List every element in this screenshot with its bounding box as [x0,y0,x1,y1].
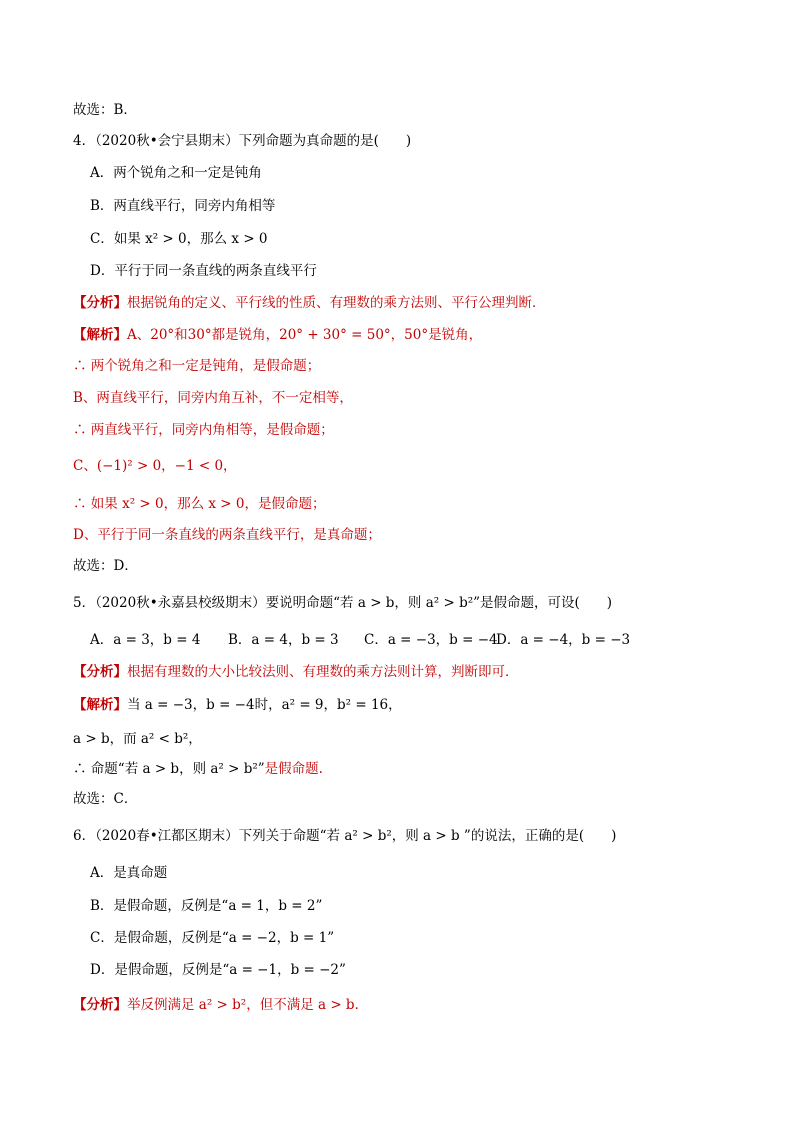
q6-option-d: D．是假命题，反例是“a = −1，b = −2” [90,962,346,978]
analysis-text: 根据有理数的大小比较法则、有理数的乘方法则计算，判断即可． [127,664,519,680]
q4-solution-line-4: ∴ 两直线平行，同旁内角相等，是假命题； [73,422,334,438]
q4-option-a: A．两个锐角之和一定是钝角 [90,165,262,181]
question-6-title: 6．（2020春•江都区期末）下列关于命题“若 a² > b²，则 a > b ”的说法，正确的是( ) [73,828,617,844]
q4-option-c: C．如果 x² > 0，那么 x > 0 [90,231,268,247]
q6-option-c: C．是假命题，反例是“a = −2，b = 1” [90,930,335,946]
q4-answer: 故选：D． [73,558,138,574]
analysis-tag: 【分析】 [73,997,127,1013]
solution-text: A、20°和30°都是锐角，20° + 30° = 50°，50°是锐角， [127,327,483,343]
q5-solution-line-2: a > b，而 a² < b²， [73,731,202,747]
q5-option-b: B．a = 4，b = 3 [228,632,339,648]
solution-tag: 【解析】 [73,327,127,343]
q4-option-d: D．平行于同一条直线的两条直线平行 [90,263,317,279]
conclusion-suffix: 是假命题. [264,761,323,777]
q4-solution-line-6: ∴ 如果 x² > 0，那么 x > 0，是假命题； [73,496,326,512]
conclusion-prefix: ∴ 命题“若 a > b，则 a² > b²” [73,761,265,777]
question-4-title: 4．（2020秋•会宁县期末）下列命题为真命题的是( ) [73,133,412,149]
q4-analysis [73,293,546,313]
q4-solution-line-3: B、两直线平行，同旁内角互补，不一定相等， [73,390,353,406]
q5-solution-line-1 [73,695,402,715]
q4-solution-line-2: ∴ 两个锐角之和一定是钝角，是假命题； [73,358,321,374]
q4-option-b: B．两直线平行，同旁内角相等 [90,198,276,214]
answer-line: 故选：B． [73,102,137,118]
q6-option-a: A．是真命题 [90,865,168,881]
q5-option-c: C．a = −3，b = −4 [364,632,498,648]
q5-option-d: D．a = −4，b = −3 [496,632,631,648]
q6-option-b: B．是假命题，反例是“a = 1，b = 2” [90,898,323,914]
question-5-title: 5．（2020秋•永嘉县校级期末）要说明命题“若 a > b，则 a² > b²”是假命题，可设( ) [73,595,613,611]
solution-text: 当 a = −3，b = −4时，a² = 9，b² = 16， [127,697,402,713]
solution-tag: 【解析】 [73,697,127,713]
q4-solution-line-5: C、(−1)² > 0，−1 < 0， [73,458,237,474]
q4-solution-line-1 [73,325,482,345]
q6-analysis [73,995,368,1015]
analysis-tag: 【分析】 [73,295,127,311]
q5-solution-line-3 [73,759,323,779]
analysis-text: 举反例满足 a² > b²，但不满足 a > b． [127,997,369,1013]
q5-option-a: A．a = 3，b = 4 [90,632,201,648]
analysis-tag: 【分析】 [73,664,127,680]
analysis-text: 根据锐角的定义、平行线的性质、有理数的乘方法则、平行公理判断． [127,295,546,311]
q4-solution-line-7: D、平行于同一条直线的两条直线平行，是真命题； [73,527,381,543]
q5-answer: 故选：C． [73,791,138,807]
q5-analysis [73,662,519,682]
